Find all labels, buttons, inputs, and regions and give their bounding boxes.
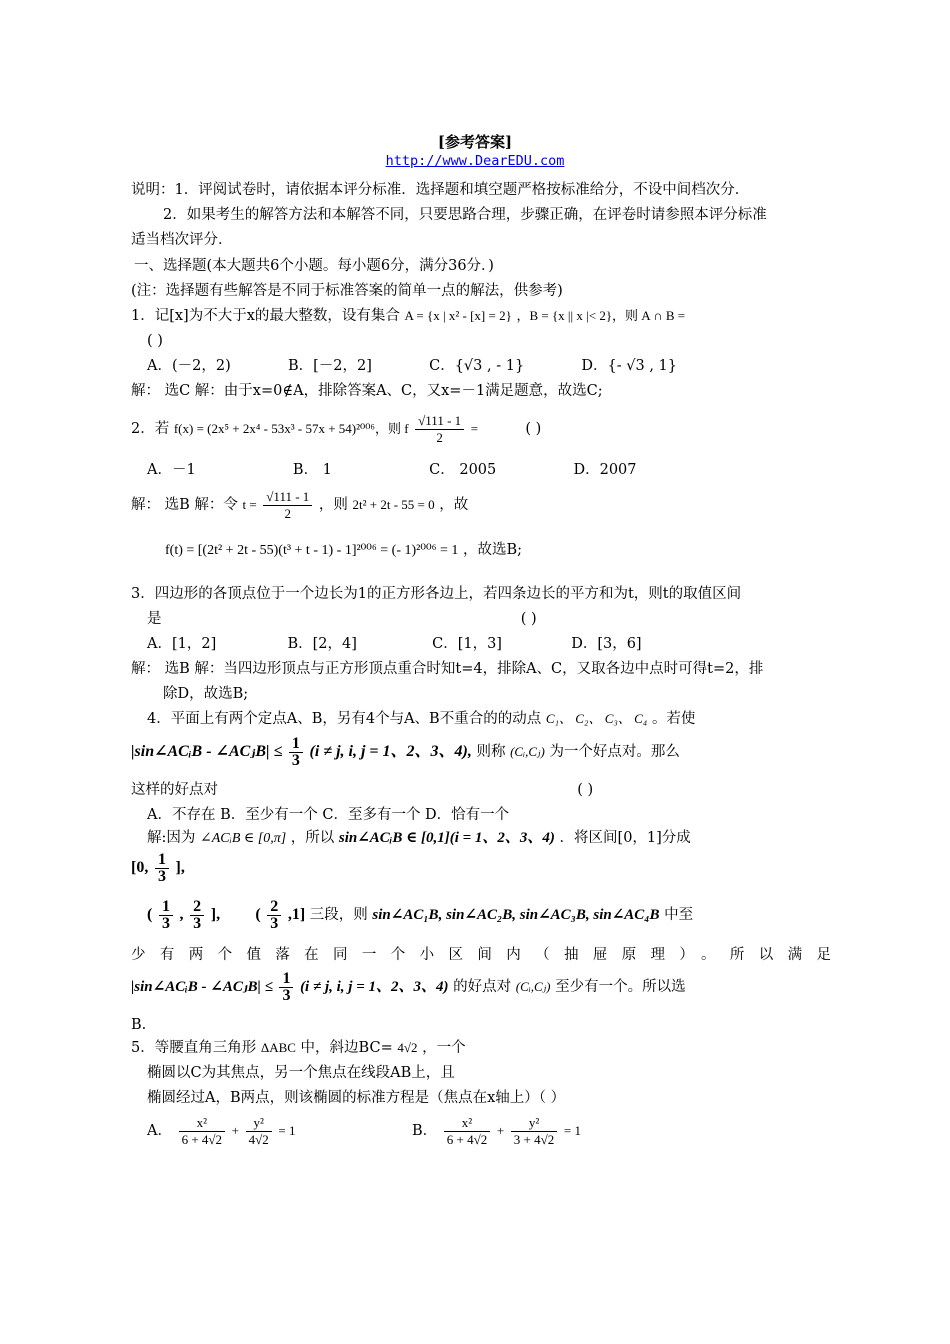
q3-option-c: C．[1，3] (432, 636, 502, 652)
q4-sol3-num-3: 2 (267, 899, 281, 916)
q5-a-num-1: x² (179, 1115, 225, 1132)
section-note: (注：选择题有些解答是不同于标准答案的简单一点的解法，供参考) (131, 283, 563, 299)
q4-condition-line (131, 733, 680, 771)
q2-sol-a: 解： 选B 解：令 (131, 497, 238, 513)
q2-sol-c: ，故 (439, 497, 469, 513)
q1-stem-line (131, 306, 685, 326)
q5-option-a-label: A． (147, 1123, 172, 1139)
q2-sol-frac-den: 2 (284, 505, 292, 521)
q4-sol3-den-1: 3 (161, 914, 170, 932)
q2-solution-line-2 (165, 540, 522, 561)
q2-frac-num: √111 - 1 (415, 413, 464, 430)
q1-paren: ( ) (147, 333, 163, 349)
q3-line-1: 3．四边形的各顶点位于一个边长为1的正方形各边上，若四条边长的平方和为t，则t的取值区间 (131, 586, 742, 602)
q4-pair: (Cᵢ,Cⱼ) (510, 744, 545, 759)
q4-sol5-pair: (Cᵢ,Cⱼ) (515, 979, 551, 994)
q2-option-b: B． 1 (292, 462, 332, 478)
q5-a-den-1: 6 + 4√2 (181, 1131, 223, 1147)
q4-sol2-frac (155, 852, 169, 885)
q4-sol5-num: 1 (279, 971, 293, 988)
q2-solution-line-1 (131, 488, 468, 522)
q2-option-d: D．2007 (573, 462, 637, 478)
q5-hyp: 4√2 (397, 1040, 418, 1055)
q1-option-a: A．(－2，2) (147, 358, 231, 374)
q4-sol1e: ．将区间[0，1]分成 (559, 830, 691, 846)
q3-shi: 是 (147, 611, 162, 627)
q4-third-den: 3 (291, 751, 300, 769)
q2-func: f(x) = (2x⁵ + 2x⁴ - 53x³ - 57x + 54)²⁰⁰⁶，则 f (173, 421, 409, 436)
note-line-3: 适当档次评分． (131, 232, 233, 248)
q5-b-den-1: 6 + 4√2 (446, 1131, 488, 1147)
q2-sol-b: ，则 (318, 497, 348, 513)
q2-sol-t: t = (242, 497, 257, 512)
q5-b-frac-1 (444, 1115, 490, 1148)
q4-solution-5 (131, 968, 686, 1006)
q4-solution-6: B. (131, 1017, 147, 1033)
q5-b-num-2: y² (511, 1115, 557, 1132)
q5-line-3: 椭圆经过A，B两点，则该椭圆的标准方程是（焦点在x轴上）（ ） (147, 1090, 566, 1106)
q5-a-plus: + (231, 1123, 240, 1138)
q4-sol3d: ( (255, 906, 261, 923)
source-link[interactable]: http://www.DearEDU.com (385, 153, 565, 169)
q5-text-1a: 5．等腰直角三角形 (131, 1040, 257, 1056)
q1-set-b: ，B = {x || x |< 2}，则 A ∩ B = (516, 308, 686, 323)
q4-sol3b: , (179, 906, 184, 923)
q5-text-1e: ，一个 (422, 1040, 466, 1056)
q4-solution-3 (147, 895, 693, 935)
q2-fraction (415, 413, 464, 446)
q3-options (147, 634, 642, 654)
q4-text-3: 这样的好点对 (131, 782, 218, 798)
q3-paren: ( ) (520, 611, 537, 627)
q2-options (147, 460, 637, 480)
q5-option-a (147, 1108, 295, 1154)
q5-b-eq: = 1 (563, 1123, 581, 1138)
q5-b-den-2: 3 + 4√2 (513, 1131, 555, 1147)
q4-points: C₁、 C₂、 C₃、 C₄ (545, 711, 648, 726)
q4-sol3h: 中至 (664, 907, 694, 923)
q4-text-1-end: 。若使 (651, 711, 696, 727)
q3-option-d: D．[3，6] (571, 636, 642, 652)
q5-a-num-2: y² (246, 1115, 272, 1132)
q3-line-2 (147, 609, 537, 629)
q3-option-a: A．[1，2] (147, 636, 217, 652)
note-line-1: 说明：1．评阅试卷时，请依据本评分标准．选择题和填空题严格按标准给分，不设中间档次分． (131, 182, 750, 198)
q4-sol1a: 解:因为 (147, 830, 196, 846)
section-heading: 一、选择题(本大题共6个小题。每小题6分，满分36分．) (134, 258, 494, 274)
q2-sol-eq: 2t² + 2t - 55 = 0 (352, 497, 435, 512)
q4-sol1c: ，所以 (290, 830, 335, 846)
q2-option-c: C． 2005 (429, 462, 497, 478)
q2-sol-fraction (263, 489, 312, 522)
q4-sol5c: 的好点对 (453, 979, 512, 995)
q2-sol-line2: f(t) = [(2t² + 2t - 55)(t³ + t - 1) - 1]²⁰⁰⁶ = (- 1)²⁰⁰⁶ = 1 (165, 543, 459, 558)
note-line-2: 2．如果考生的解答方法和本解答不同，只要思路合理，步骤正确，在评卷时请参照本评分标准 (163, 207, 767, 223)
q2-equals: = (470, 421, 479, 436)
q5-triangle: ΔABC (260, 1040, 296, 1055)
q2-paren: ( ) (525, 421, 542, 437)
page-title: [参考答案] (437, 133, 513, 151)
q4-sol3-num-2: 2 (190, 899, 204, 916)
q4-sol3-num-1: 1 (159, 899, 173, 916)
q2-sol-end: ，故选B; (462, 542, 523, 558)
q1-solution: 解： 选C 解：由于x=0∉A，排除答案A、C，又x=－1满足题意，故选C; (131, 383, 603, 399)
q4-sol2: [0, (131, 859, 149, 876)
q4-call: 则称 (476, 744, 506, 760)
q2-stem-line (131, 412, 541, 446)
q4-options: A．不存在 B．至少有一个 C．至多有一个 D．恰有一个 (147, 807, 510, 823)
q4-sol3-den-2: 3 (193, 914, 202, 932)
q5-option-b (412, 1108, 581, 1154)
q2-sol-frac-num: √111 - 1 (263, 489, 312, 506)
q4-sol3-frac-3 (267, 899, 281, 932)
q5-a-den-2: 4√2 (248, 1131, 269, 1147)
q1-option-b: B．[－2，2] (287, 358, 372, 374)
q4-sol2-end: ], (175, 859, 185, 876)
q2-frac-den: 2 (436, 429, 443, 445)
q1-stem: 1．记[x]为不大于x的最大整数，设有集合 (131, 308, 400, 324)
q4-sol5b: (i ≠ j, i, j = 1、2、3、4) (300, 979, 449, 995)
q4-sol2-num: 1 (155, 852, 169, 869)
q4-sol1d: sin∠ACᵢB ∈ [0,1](i = 1、2、3、4) (338, 830, 555, 846)
q4-solution-1 (147, 828, 691, 849)
q4-line-1 (147, 709, 695, 729)
q5-b-plus: + (496, 1123, 505, 1138)
q4-sol3-den-3: 3 (270, 914, 279, 932)
q5-a-frac-1 (179, 1115, 225, 1148)
q1-option-c: C．{√3 , - 1} (429, 358, 525, 374)
q4-line-3 (131, 780, 593, 800)
q5-b-frac-2 (511, 1115, 557, 1148)
q4-sol2-den: 3 (157, 867, 166, 885)
q4-call-end: 为一个好点对。那么 (549, 744, 680, 760)
q4-sol3g: sin∠AC₁B, sin∠AC₂B, sin∠AC₃B, sin∠AC₄B (372, 907, 660, 923)
q4-sol3-frac-2 (190, 899, 204, 932)
q5-b-num-1: x² (444, 1115, 490, 1132)
q4-sol5a: |sin∠ACᵢB - ∠ACⱼB| ≤ (131, 979, 273, 995)
q4-solution-2 (131, 848, 185, 888)
q1-options (147, 356, 677, 376)
q5-a-frac-2 (246, 1115, 272, 1148)
q3-option-b: B．[2，4] (287, 636, 357, 652)
q1-option-d: D．{- √3 , 1} (581, 358, 678, 374)
q4-sol3-frac-1 (159, 899, 173, 932)
q5-a-eq: = 1 (278, 1123, 296, 1138)
q4-third-num: 1 (289, 736, 303, 753)
q4-sol3e: ,1] (287, 906, 306, 923)
q4-text-1: 4．平面上有两个定点A、B，另有4个与A、B不重合的的动点 (147, 711, 542, 727)
q4-sol5d: 至少有一个。所以选 (555, 979, 686, 995)
q4-sol1b: ∠ACᵢB ∈ [0,π] (200, 831, 287, 846)
source-link-row (0, 153, 950, 169)
q4-sol3c: ], (210, 906, 221, 923)
q4-condition: |sin∠ACᵢB - ∠ACⱼB| ≤ (131, 743, 283, 760)
q4-sol3a: ( (147, 906, 153, 923)
q2-option-a: A．－1 (147, 462, 196, 478)
q1-set-a: A = {x | x² - [x] = 2} (404, 308, 512, 323)
q5-line-2: 椭圆以C为其焦点，另一个焦点在线段AB上，且 (147, 1065, 455, 1081)
q5-line-1 (131, 1038, 466, 1058)
q4-third (289, 736, 303, 769)
q5-text-1c: 中，斜边BC= (300, 1040, 393, 1056)
q5-option-b-label: B． (412, 1123, 438, 1139)
q4-paren: ( ) (577, 782, 594, 798)
q4-condition-tail: (i ≠ j, i, j = 1、2、3、4), (309, 743, 472, 760)
q3-solution-2: 除D，故选B; (163, 686, 249, 702)
q4-solution-4: 少有两个值落在同一个小区间内（抽屉原理）。所以满足 (131, 947, 831, 963)
q4-sol5-frac (279, 971, 293, 1004)
q3-solution-1: 解： 选B 解：当四边形顶点与正方形顶点重合时知t=4，排除A、C，又取各边中点时可得t=2，排 (131, 661, 764, 677)
q4-sol3f: 三段，则 (309, 907, 368, 923)
q4-sol5-den: 3 (282, 986, 291, 1004)
q2-stem: 2．若 (131, 421, 170, 437)
